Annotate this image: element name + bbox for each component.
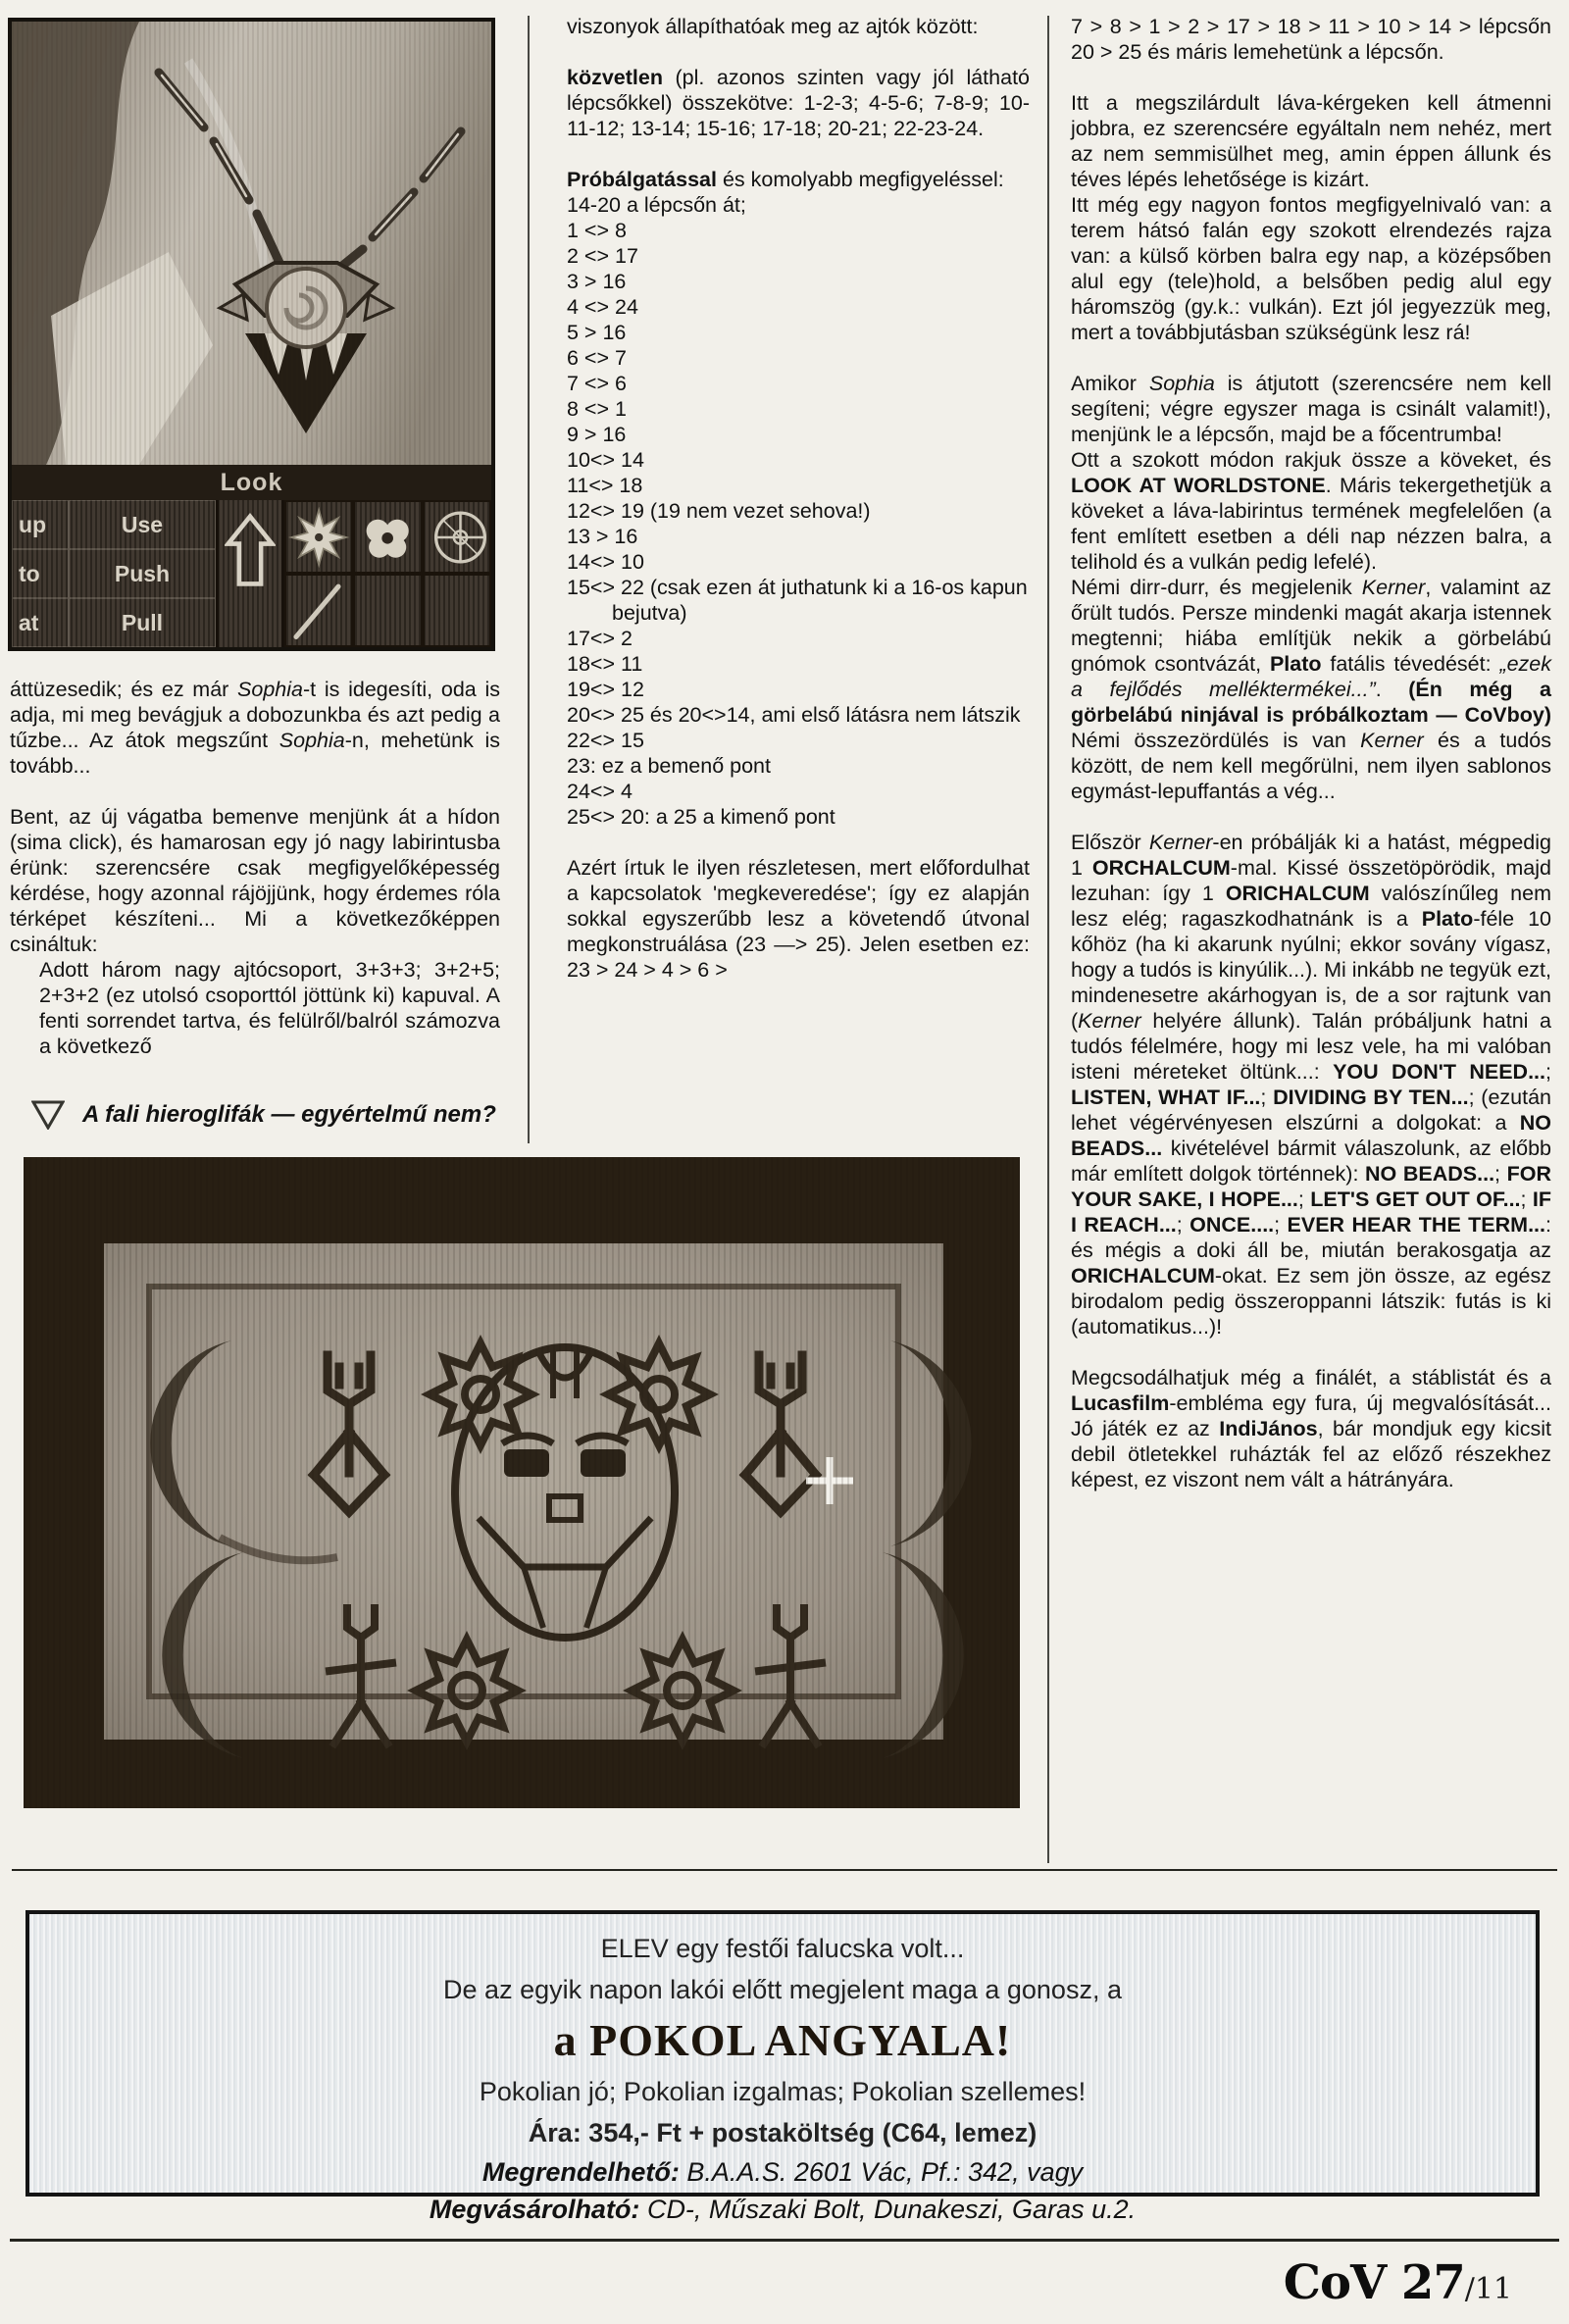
text-run: , valamint az őrült tudós. Persze mindenki magát akarja istennek megtenni; hiába említjük nekik a görbelábú gnómok csontvázát, bbox=[1071, 576, 1552, 676]
connection-list-item: 14-20 a lépcsőn át; bbox=[567, 193, 746, 217]
ad-order-rest: B.A.A.S. 2601 Vác, Pf.: 342, vagy bbox=[679, 2157, 1084, 2187]
text-run: Amikor bbox=[1071, 372, 1149, 395]
verb-pull: Pull bbox=[69, 598, 216, 647]
text-run: IF I REACH... bbox=[1071, 1187, 1552, 1237]
text-run: ORICHALCUM bbox=[1071, 1264, 1215, 1288]
ad-headline: a POKOL ANGYALA! bbox=[553, 2015, 1012, 2065]
text-run: Sophia bbox=[278, 729, 345, 752]
text-run: FOR YOUR SAKE, I HOPE... bbox=[1071, 1162, 1552, 1211]
footer-rule bbox=[10, 2239, 1559, 2242]
text-run: ; bbox=[1274, 1213, 1288, 1237]
paragraph: Azért írtuk le ilyen részletesen, mert előfordulhat a kapcsolatok 'megkeveredése'; így ez alapján sokkal egyszerűbb lesz a követendő útvonal megkonstruálása (23 —> 25). Jelen esetben ez: 23 > 24 > 4 > 6 > bbox=[567, 856, 1030, 982]
text-run: . Máris tekergethetjük a köveket a láva-labirintus termének megfelelően (a fent említett esetben a déli nap nézzen balra, a telihold és a vulkán pedig lefelé). bbox=[1071, 474, 1551, 574]
text-run: is átjutott (szerencsére nem kell segíteni; végre egyszer maga is csinált valamit!), menjünk le a lépcsőn, majd be a főcentrumba! bbox=[1071, 372, 1551, 446]
connection-list-item: 10<> 14 bbox=[567, 448, 644, 472]
paragraph: Adott három nagy ajtócsoport, 3+3+3; 3+2+5; 2+3+2 (ez utolsó csoporttól jöttünk ki) kapuval. A fenti sorrendet tartva, és felülről/balról számozva a következő bbox=[39, 958, 500, 1058]
text-run: LET'S GET OUT OF... bbox=[1310, 1187, 1521, 1211]
verb-talk-to: to bbox=[12, 549, 69, 598]
connection-list-item: 13 > 16 bbox=[567, 525, 638, 548]
inventory-slot-empty bbox=[423, 574, 491, 647]
text-run: (pl. azonos szinten vagy jól látható lépcsőkkel) összekötve: 1-2-3; 4-5-6; 7-8-9; 10-11-12; 13-14; 15-16; 17-18; 20-21; 22-23-24. bbox=[567, 66, 1030, 140]
text-run: Megcsodálhatjuk még a finálét, a stáblistát és a bbox=[1071, 1366, 1551, 1389]
ad-price-line: Ára: 354,- Ft + postaköltség (C64, lemez) bbox=[528, 2118, 1038, 2147]
paragraph: viszonyok állapíthatóak meg az ajtók között: bbox=[567, 15, 979, 38]
magazine-logo: CoV 27 bbox=[1283, 2255, 1465, 2310]
ad-intro-line-1: ELEV egy festői falucska volt... bbox=[600, 1934, 965, 1963]
connection-list-item: 5 > 16 bbox=[567, 321, 627, 344]
text-run: Plato bbox=[1421, 907, 1474, 931]
inventory-slot bbox=[423, 500, 491, 574]
text-run: Némi dirr-durr, és megjelenik bbox=[1071, 576, 1362, 599]
text-run: Sophia bbox=[1148, 372, 1215, 395]
ad-buy-label: Megvásárolható: bbox=[429, 2195, 640, 2224]
ad-intro-line-2: De az egyik napon lakói előtt megjelent maga a gonosz, a bbox=[443, 1975, 1122, 2004]
text-run: ONCE.... bbox=[1189, 1213, 1275, 1237]
text-run: Kerner bbox=[1361, 576, 1426, 599]
inventory-slot bbox=[353, 500, 422, 574]
text-run: , bár mondjuk egy kicsit debil ötletekkel ruházták fel az előző részekhez képest, ez viszont nem vált a hátrányára. bbox=[1071, 1417, 1551, 1491]
connection-list-item: 11<> 18 bbox=[567, 474, 643, 497]
connection-list-item: 1 <> 8 bbox=[567, 219, 627, 242]
text-run: LOOK AT WORLDSTONE bbox=[1071, 474, 1326, 497]
left-column bbox=[10, 677, 500, 1059]
verb-grid bbox=[12, 500, 219, 647]
advertisement-box bbox=[25, 1910, 1540, 2224]
connection-list-item: 23: ez a bemenő pont bbox=[567, 754, 771, 778]
connection-list-item: 14<> 10 bbox=[567, 550, 644, 574]
article-end-rule bbox=[12, 1869, 1557, 1871]
connection-list-item: 2 <> 17 bbox=[567, 244, 638, 268]
connection-list-item: 6 <> 7 bbox=[567, 346, 627, 370]
text-run: ; bbox=[1260, 1086, 1274, 1109]
inventory-slot bbox=[284, 500, 353, 574]
caption-text: A fali hieroglifák — egyértelmű nem? bbox=[82, 1101, 496, 1128]
text-run: . bbox=[1375, 678, 1409, 701]
connection-list-item: 7 <> 6 bbox=[567, 372, 627, 395]
paragraph bbox=[1071, 447, 1551, 575]
staff-icon bbox=[286, 574, 351, 647]
ad-order-label: Megrendelhető: bbox=[481, 2157, 680, 2187]
necklace-illustration bbox=[12, 22, 491, 465]
up-arrow-icon bbox=[225, 510, 276, 592]
text-run: ORCHALCUM bbox=[1091, 856, 1231, 880]
text-run: -en próbálják ki a hatást, mégpedig 1 bbox=[1071, 831, 1551, 880]
text-run: Plato bbox=[1269, 652, 1322, 676]
connection-list bbox=[567, 192, 1030, 830]
text-run: helyére állunk). Talán próbáljunk hatni a tudós félelmére, hogy mi lesz vele, ha mi valóban isteni méreteket öltünk...: bbox=[1071, 1009, 1551, 1084]
text-run: fatális tévedését: bbox=[1321, 652, 1500, 676]
ad-buy-rest: CD-, Műszaki Bolt, Dunakeszi, Garas u.2. bbox=[639, 2195, 1137, 2224]
text-run: ; bbox=[1297, 1187, 1311, 1211]
middle-column bbox=[567, 14, 1030, 983]
text-run: kivételével bármit válaszolunk, az előbb már említett dolgok történnek): bbox=[1071, 1137, 1551, 1186]
text-run: -embléma egy fura, új megvalósítását... Jó játék ez az bbox=[1071, 1391, 1551, 1440]
page-number: /11 bbox=[1464, 2272, 1512, 2306]
connection-list-item: 3 > 16 bbox=[567, 270, 627, 293]
connection-list-item: 18<> 11 bbox=[567, 652, 643, 676]
verb-look-at: at bbox=[12, 598, 69, 647]
connection-list-item: 4 <> 24 bbox=[567, 295, 638, 319]
paragraph bbox=[567, 167, 1030, 192]
text-run: és a tudós között, de nem kell megőrülni, nem ilyen sablonos egymást-lepuffantás a vég... bbox=[1071, 729, 1552, 803]
text-run: Lucasfilm bbox=[1071, 1391, 1170, 1415]
paragraph bbox=[1071, 371, 1551, 447]
ad-tagline: Pokolian jó; Pokolian izgalmas; Pokolian szellemes! bbox=[479, 2077, 1087, 2106]
text-run: Kerner bbox=[1078, 1009, 1141, 1033]
flower-icon bbox=[355, 500, 420, 574]
bead-star-icon bbox=[286, 500, 351, 574]
game-screenshot-hieroglyphs bbox=[24, 1157, 1020, 1808]
paragraph bbox=[1071, 575, 1551, 804]
inventory-slot-empty bbox=[353, 574, 422, 647]
column-divider-left bbox=[528, 16, 530, 1143]
necklace-photo bbox=[12, 22, 491, 465]
text-run: ORICHALCUM bbox=[1225, 882, 1370, 905]
text-run: ; (ezután lehet végérvényesen elszúrni a dolgokat: a bbox=[1071, 1086, 1551, 1135]
ad-buy-line bbox=[29, 2191, 1536, 2228]
text-run: valószínűleg nem lesz elég; ragaszkodhatnánk is a bbox=[1071, 882, 1551, 931]
text-run: DIVIDING BY TEN... bbox=[1273, 1086, 1469, 1109]
text-run: NO BEADS... bbox=[1365, 1162, 1495, 1186]
connection-list-item: 17<> 2 bbox=[567, 627, 633, 650]
connection-list-item: 15<> 22 (csak ezen át juthatunk ki a 16-os kapun bejutva) bbox=[567, 576, 1028, 625]
inventory-grid bbox=[284, 500, 491, 647]
ad-order-line bbox=[29, 2153, 1536, 2191]
text-run: -okat. Ez sem jön össze, az egész birodalom pedig összeroppanni látszik: futás is ki (automatikus...)! bbox=[1071, 1264, 1551, 1339]
text-run: Ott a szokott módon rakjuk össze a köveket, és bbox=[1071, 448, 1551, 472]
text-run: IndiJános bbox=[1219, 1417, 1318, 1440]
text-run: ; bbox=[1176, 1213, 1190, 1237]
inventory-slot bbox=[284, 574, 353, 647]
right-column bbox=[1071, 14, 1551, 1492]
connection-list-item: 8 <> 1 bbox=[567, 397, 627, 421]
text-run: Némi összezördülés is van bbox=[1071, 729, 1361, 752]
text-run: -t is idegesíti, oda is adja, mi meg bevágjuk a dobozunkba és azt pedig a tűzbe... Az átok megszűnt bbox=[10, 678, 500, 752]
text-run: YOU DON'T NEED... bbox=[1333, 1060, 1546, 1084]
text-run: Próbálgatással bbox=[567, 168, 717, 191]
paragraph: Itt még egy nagyon fontos megfigyelnivaló van: a terem hátsó falán egy szokott elrendezés rajza van: a külső körben balra egy nap, a középsőben alul egy (tele)hold, a belsőben pedig alul egy háromszög (gy.k.: vulkán). Ezt jól jegyezzük meg, mert a továbbjutásban szükségünk lesz rá! bbox=[1071, 193, 1551, 344]
text-run: LISTEN, WHAT IF... bbox=[1071, 1086, 1261, 1109]
text-run: közvetlen bbox=[567, 66, 663, 89]
connection-list-item: 12<> 19 (19 nem vezet sehova!) bbox=[567, 499, 871, 523]
text-run: Kerner bbox=[1148, 831, 1213, 854]
text-run: Sophia bbox=[237, 678, 303, 701]
page-footer bbox=[1284, 2255, 1512, 2310]
text-run: ; bbox=[1545, 1060, 1551, 1084]
text-run: Kerner bbox=[1360, 729, 1424, 752]
down-triangle-icon bbox=[31, 1100, 65, 1130]
paragraph bbox=[1071, 1365, 1551, 1492]
text-run: Először bbox=[1071, 831, 1149, 854]
text-run: (Én még a görbelábú ninjával is próbálkoztam — CoVboy) bbox=[1071, 678, 1551, 727]
photo-caption bbox=[31, 1100, 992, 1130]
text-run: -féle 10 kőhöz (ha ki akarunk nyúlni; ekkor sovány vígasz, hogy a tudós is kinyúlik...). Mi inkább ne tegyük ezt, mindenesetre akárhogyan is, de a sor rajtunk van ( bbox=[1071, 907, 1551, 1033]
connection-list-item: 9 > 16 bbox=[567, 423, 627, 446]
text-run: „ezek a fejlődés melléktermékei...” bbox=[1071, 652, 1552, 701]
hieroglyph-illustration bbox=[24, 1157, 1020, 1808]
text-run: : és mégis a doki áll be, miután berakosgatja az bbox=[1071, 1213, 1551, 1262]
connection-list-item: 20<> 25 és 20<>14, ami első látásra nem látszik bbox=[567, 703, 1021, 727]
text-run: és komolyabb megfigyeléssel: bbox=[716, 168, 1004, 191]
paragraph bbox=[10, 677, 500, 779]
text-run: -n, mehetünk is tovább... bbox=[10, 729, 500, 778]
connection-list-item: 19<> 12 bbox=[567, 678, 644, 701]
paragraph: Bent, az új vágatba bemenve menjünk át a hídon (sima click), és hamarosan egy jó nagy labirintusba érünk: szerencsére csak megfigyelőképesség kérdése, hogy azonnal rájöjjünk, hogy érdemes róla térképet készíteni... Mi a következőképpen csináltuk: bbox=[10, 805, 500, 956]
text-run: ; bbox=[1520, 1187, 1533, 1211]
ui-sentence-line: Look bbox=[12, 465, 491, 500]
game-screenshot-necklace bbox=[8, 18, 495, 651]
paragraph: 7 > 8 > 1 > 2 > 17 > 18 > 11 > 10 > 14 > lépcsőn 20 > 25 és máris lemehetünk a lépcsőn. bbox=[1071, 15, 1551, 64]
paragraph bbox=[567, 65, 1030, 141]
text-run: EVER HEAR THE TERM... bbox=[1287, 1213, 1546, 1237]
wheel-icon bbox=[425, 500, 489, 574]
connection-list-item: 25<> 20: a 25 a kimenő pont bbox=[567, 805, 835, 829]
paragraph bbox=[1071, 830, 1551, 1339]
verb-pick-up: up bbox=[12, 500, 69, 549]
text-run: -mal. Kissé összetöpörödik, majd lezuhan: így 1 bbox=[1071, 856, 1551, 905]
verb-use: Use bbox=[69, 500, 216, 549]
game-ui bbox=[12, 465, 491, 647]
connection-list-item: 22<> 15 bbox=[567, 729, 644, 752]
inventory-scroll bbox=[219, 500, 284, 647]
connection-list-item: 24<> 4 bbox=[567, 780, 633, 803]
column-divider-right bbox=[1047, 16, 1049, 1863]
paragraph: Itt a megszilárdult láva-kérgeken kell átmenni jobbra, ez szerencsére egyáltaln nem nehéz, mert az nem semmisülhet meg, amin éppen állunk és téves lépés lehetősége is kizárt. bbox=[1071, 91, 1551, 191]
text-run: ; bbox=[1494, 1162, 1507, 1186]
text-run: áttüzesedik; és ez már bbox=[10, 678, 238, 701]
text-run: NO BEADS... bbox=[1071, 1111, 1551, 1160]
verb-push: Push bbox=[69, 549, 216, 598]
